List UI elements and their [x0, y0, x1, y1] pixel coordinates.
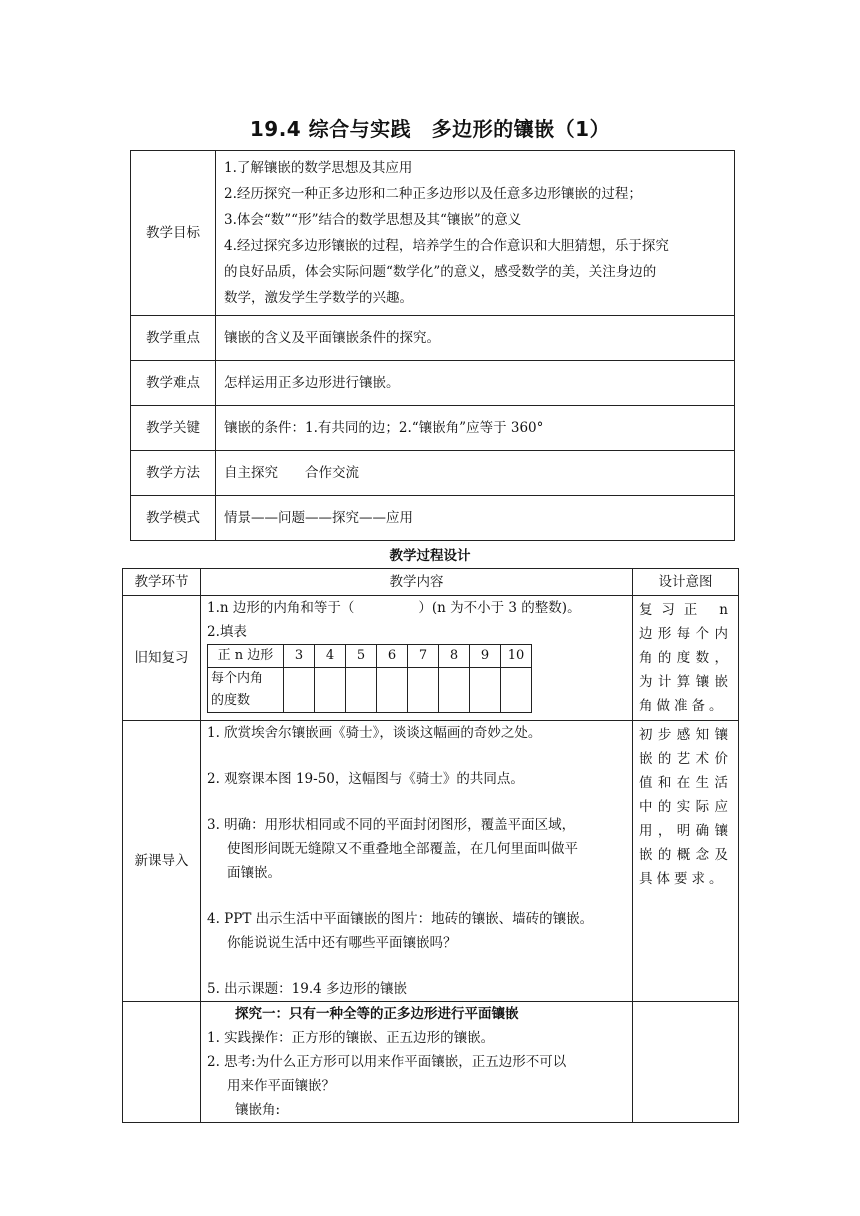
explore-row: [123, 1002, 739, 1123]
fill-n-value: 8: [439, 645, 470, 668]
header-content: 教学内容: [201, 569, 633, 596]
objective-line: 1.了解镶嵌的数学思想及其应用: [224, 160, 413, 176]
fill-angle-cell[interactable]: [470, 668, 501, 713]
review-q1-part-a: 1.n 边形的内角和等于（: [207, 600, 355, 616]
process-header-row: [123, 569, 739, 596]
header-stage: 教学环节: [123, 569, 201, 596]
explore-item-3: 镶嵌角:: [235, 1102, 281, 1118]
explore-intent: [633, 1002, 739, 1123]
intro-item-3: 3. 明确：用形状相同或不同的平面封闭图形，覆盖平面区域，: [207, 817, 576, 833]
review-label: 旧知复习: [123, 596, 201, 721]
difficulty-row: [131, 361, 735, 406]
fill-angle-cell[interactable]: [315, 668, 346, 713]
mode-value: 情景——问题——探究——应用: [216, 496, 735, 541]
crux-row: [131, 406, 735, 451]
explore-item-2: 2. 思考:为什么正方形可以用来作平面镶嵌，正五边形不可以: [207, 1054, 567, 1070]
intro-item-3-cont: 面镶嵌。: [227, 865, 281, 881]
objective-line: 3.体会“数”“形”结合的数学思想及其“镶嵌”的意义: [224, 212, 522, 228]
intro-item-1: 1. 欣赏埃舍尔镶嵌画《骑士》，谈谈这幅画的奇妙之处。: [207, 725, 542, 741]
crux-value: 镶嵌的条件：1.有共同的边；2.“镶嵌角”应等于 360°: [216, 406, 735, 451]
lesson-info-table: [130, 150, 735, 541]
mode-label: 教学模式: [131, 496, 216, 541]
explore-item-2-cont: 用来作平面镶嵌？: [227, 1078, 335, 1094]
fill-angle-cell[interactable]: [501, 668, 532, 713]
difficulty-label: 教学难点: [131, 361, 216, 406]
explore-content: [201, 1002, 633, 1123]
intro-item-4: 4. PPT 出示生活中平面镶嵌的图片：地砖的镶嵌、墙砖的镶嵌。: [207, 911, 594, 927]
mode-row: [131, 496, 735, 541]
intro-row: [123, 721, 739, 1002]
intro-item-4-cont: 你能说说生活中还有哪些平面镶嵌吗？: [227, 935, 457, 951]
review-content: [201, 596, 633, 721]
crux-label: 教学关键: [131, 406, 216, 451]
fill-n-value: 5: [346, 645, 377, 668]
intro-item-3-cont: 使图形间既无缝隙又不重叠地全部覆盖，在几何里面叫做平: [227, 841, 578, 857]
review-row: [123, 596, 739, 721]
intro-intent: 初步感知镶嵌的艺术价值和在生活中的实际应用，明确镶嵌的概念及具体要求。: [633, 721, 739, 1002]
explore-heading: 探究一：只有一种全等的正多边形进行平面镶嵌: [235, 1006, 519, 1022]
fill-header-angle-line1: 每个内角: [211, 671, 264, 686]
method-value: 自主探究 合作交流: [216, 451, 735, 496]
header-intent: 设计意图: [633, 569, 739, 596]
objective-line: 2.经历探究一种正多边形和二种正多边形以及任意多边形镶嵌的过程；: [224, 186, 642, 202]
review-intent: 复习正 n 边形每个内角的度数，为计算镶嵌角做准备。: [633, 596, 739, 721]
review-question-1: [207, 596, 626, 620]
review-question-2: 2.填表: [207, 624, 247, 640]
objective-line: 的良好品质，体会实际问题“数学化”的意义，感受数学的美，关注身边的: [224, 264, 657, 280]
fill-n-value: 7: [408, 645, 439, 668]
difficulty-value: 怎样运用正多边形进行镶嵌。: [216, 361, 735, 406]
fill-row-n: [208, 645, 532, 668]
explore-label: [123, 1002, 201, 1123]
fill-angle-cell[interactable]: [439, 668, 470, 713]
fill-angle-cell[interactable]: [346, 668, 377, 713]
key-point-label: 教学重点: [131, 316, 216, 361]
intro-item-5: 5. 出示课题：19.4 多边形的镶嵌: [207, 981, 408, 997]
angle-fill-table: [207, 644, 532, 713]
method-label: 教学方法: [131, 451, 216, 496]
objective-line: 数学，激发学生学数学的兴趣。: [224, 290, 413, 306]
objectives-content: [216, 151, 735, 316]
fill-n-value: 4: [315, 645, 346, 668]
intro-item-2: 2. 观察课本图 19-50，这幅图与《骑士》的共同点。: [207, 771, 524, 787]
key-point-row: [131, 316, 735, 361]
fill-header-angle: [208, 668, 284, 713]
review-q1-part-b: ）(n 为不小于 3 的整数)。: [418, 600, 581, 616]
fill-row-angle: [208, 668, 532, 713]
page-title: 19.4 综合与实践 多边形的镶嵌（1）: [249, 117, 611, 141]
fill-angle-cell[interactable]: [377, 668, 408, 713]
method-row: [131, 451, 735, 496]
intro-content: [201, 721, 633, 1002]
objective-line: 4.经过探究多边形镶嵌的过程，培养学生的合作意识和大胆猜想，乐于探究: [224, 238, 669, 254]
fill-n-value: 6: [377, 645, 408, 668]
fill-angle-cell[interactable]: [408, 668, 439, 713]
fill-header-angle-line2: 的度数: [211, 693, 251, 708]
process-title: 教学过程设计: [389, 548, 471, 564]
objectives-row: [131, 151, 735, 316]
key-point-value: 镶嵌的含义及平面镶嵌条件的探究。: [216, 316, 735, 361]
fill-n-value: 3: [284, 645, 315, 668]
objectives-label: 教学目标: [131, 151, 216, 316]
explore-item-1: 1. 实践操作：正方形的镶嵌、正五边形的镶嵌。: [207, 1030, 495, 1046]
fill-header-n: 正 n 边形: [208, 645, 284, 668]
fill-angle-cell[interactable]: [284, 668, 315, 713]
fill-n-value: 9: [470, 645, 501, 668]
intro-label: 新课导入: [123, 721, 201, 1002]
process-table: [122, 568, 739, 1123]
fill-n-value: 10: [501, 645, 532, 668]
